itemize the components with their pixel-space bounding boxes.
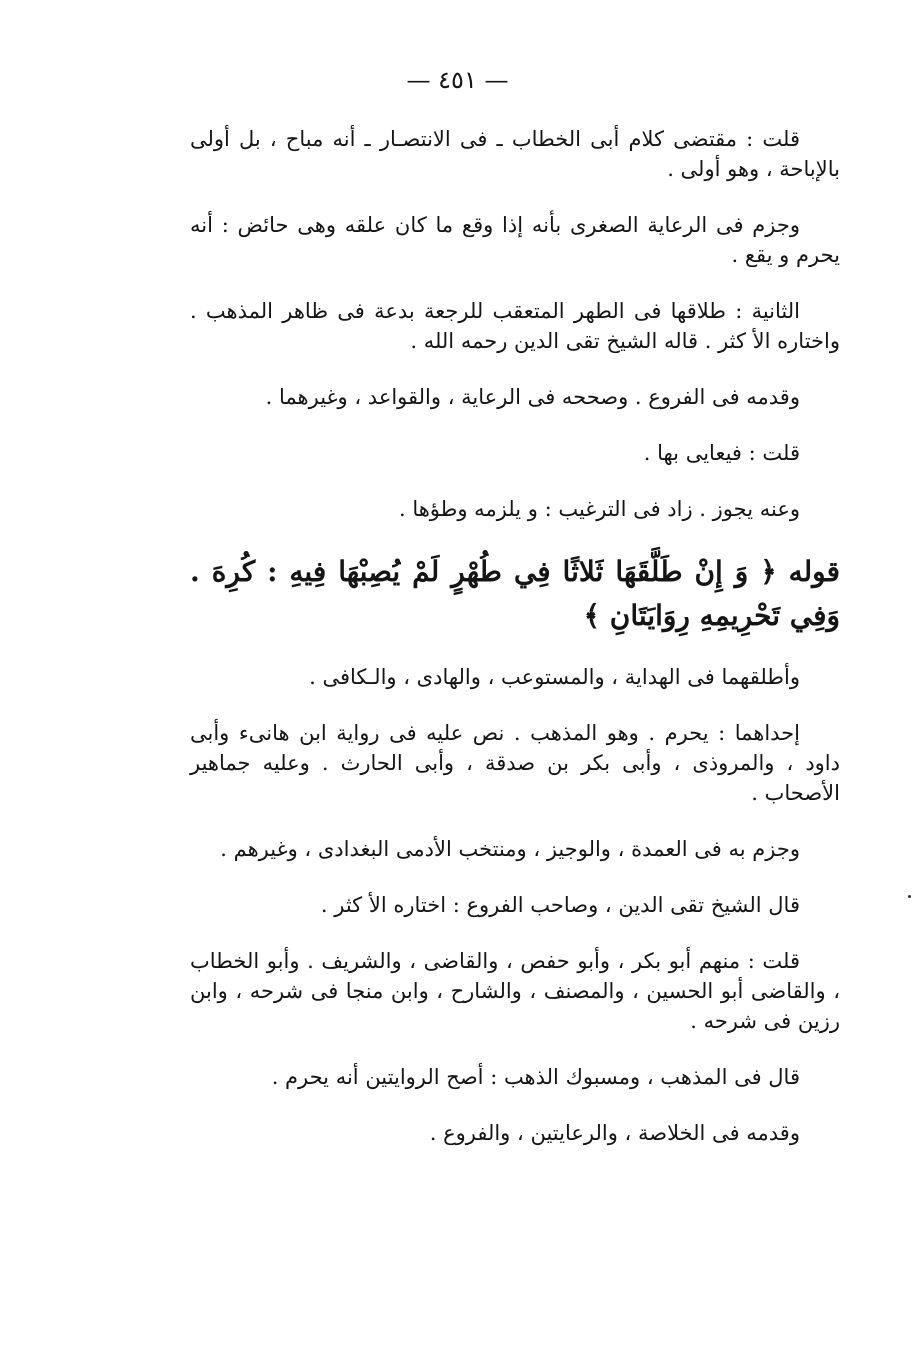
paragraph: وأطلقهما فى الهداية ، والمستوعب ، والهادى ، والـكافى . (309, 665, 800, 689)
paragraph: قال فى المذهب ، ومسبوك الذهب : أصح الروايتين أنه يحرم . (271, 1065, 800, 1089)
paragraph: وعنه يجوز . زاد فى الترغيب : و يلزمه وطؤها . (398, 497, 800, 521)
paragraph: قلت : فيعايى بها . (643, 441, 800, 465)
scan-speck (908, 895, 911, 898)
page-number: — ٤٥١ — (406, 66, 509, 94)
paragraph: قلت : مقتضى كلام أبى الخطاب ـ فى الانتصـار ـ أنه مباح ، بل أولى بالإباحة ، وهو أولى . (190, 127, 840, 181)
paragraph: وجزم به فى العمدة ، والوجيز ، ومنتخب الأدمى البغدادى ، وغيرهم . (220, 837, 800, 861)
paragraph: قال الشيخ تقى الدين ، وصاحب الفروع : اختاره الأ كثر . (320, 893, 800, 917)
paragraph: وقدمه فى الفروع . وصححه فى الرعاية ، والقواعد ، وغيرهما . (265, 385, 800, 409)
paragraph: قلت : منهم أبو بكر ، وأبو حفص ، والقاضى ، والشريف . وأبو الخطاب ، والقاضى أبو الحسين ، والمصنف ، والشارح ، وابن منجا فى شرحه ، وابن رزين فى شرحه . (190, 949, 840, 1033)
paragraph: وجزم فى الرعاية الصغرى بأنه إذا وقع ما كان علقه وهى حائض : أنه يحرم و يقع . (190, 213, 840, 267)
paragraph: الثانية : طلاقها فى الطهر المتعقب للرجعة بدعة فى ظاهر المذهب . واختاره الأ كثر . قاله الشيخ تقى الدين رحمه الله . (190, 299, 840, 353)
quoted-text: قوله ﴿ وَ إِنْ طَلَّقَهَا ثَلاثًا فِي طُهْرٍ لَمْ يُصِبْهَا فِيهِ : كُرِهَ . وَفِي تَحْرِيمِهِ رِوَايَتَانِ ﴾ (190, 555, 840, 632)
paragraph: إحداهما : يحرم . وهو المذهب . نص عليه فى رواية ابن هانىء وأبى داود ، والمروذى ، وأبى بكر بن صدقة ، وأبى الحارث . وعليه جماهير الأصحاب . (190, 721, 840, 805)
paragraph: وقدمه فى الخلاصة ، والرعايتين ، والفروع . (429, 1121, 800, 1145)
body-text (190, 124, 840, 1174)
